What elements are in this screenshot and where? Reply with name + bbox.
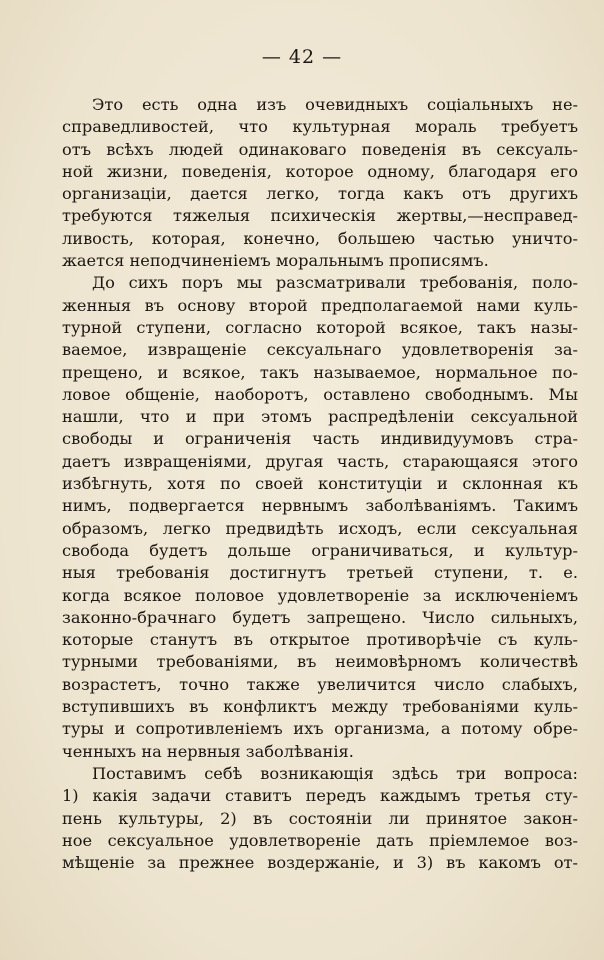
text-line: женныя въ основу второй предполагаемой нами куль- (62, 295, 578, 315)
text-line: законно-брачнаго будетъ запрещено. Число сильныхъ, (62, 607, 578, 627)
text-line: избѣгнуть, хотя по своей конституціи и склонная къ (62, 474, 578, 494)
text-line: ное сексуальное удовлетвореніе дать пріемлемое воз- (62, 830, 578, 850)
text-line: нимъ, подвергается нервнымъ заболѣваніямъ. Такимъ (62, 496, 578, 516)
text-line: вступившихъ въ конфликтъ между требованіями куль- (62, 697, 578, 717)
text-line: возрастетъ, точно также увеличится число слабыхъ, (62, 674, 578, 694)
text-line: прещено, и всякое, такъ называемое, нормальное по- (62, 362, 578, 382)
text-line: ливость, которая, конечно, большею частью уничто- (62, 228, 578, 248)
text-line: жается неподчиненіемъ моральнымъ прописямъ. (62, 251, 489, 271)
body-text (62, 94, 578, 874)
text-line: свободы и ограниченія часть индивидуумовъ стра- (62, 429, 578, 449)
text-line: ваемое, извращеніе сексуальнаго удовлетворенія за- (62, 340, 578, 360)
text-line: которые станутъ въ открытое противорѣчіе съ куль- (62, 630, 578, 650)
text-line: требуются тяжелыя психическія жертвы,—несправед- (62, 206, 578, 226)
text-line: образомъ, легко предвидѣть исходъ, если сексуальная (62, 518, 578, 538)
text-line: ныя требованія достигнутъ третьей ступени, т. е. (62, 563, 578, 583)
text-line: организаціи, дается легко, тогда какъ отъ другихъ (62, 184, 578, 204)
text-line: Это есть одна изъ очевидныхъ соціальныхъ не- (92, 95, 578, 114)
text-line: туры и сопротивленіемъ ихъ организма, а потому обре- (62, 719, 578, 739)
text-line: справедливостей, что культурная мораль требуетъ (62, 117, 578, 137)
text-line: Поставимъ себѣ возникающія здѣсь три вопроса: (92, 763, 578, 783)
text-line: отъ всѣхъ людей одинаковаго поведенія въ сексуаль- (62, 139, 578, 159)
text-line: ловое общеніе, наоборотъ, оставлено свободнымъ. Мы (62, 384, 578, 404)
text-line: До сихъ поръ мы разсматривали требованія, поло- (92, 273, 578, 293)
text-line: когда всякое половое удовлетвореніе за исключеніемъ (62, 585, 578, 605)
text-line: свобода будетъ дольше ограничиваться, и культур- (62, 540, 578, 560)
text-line: ной жизни, поведенія, которое одному, благодаря его (62, 161, 578, 181)
text-line: мѣщеніе за прежнее воздержаніе, и 3) въ какомъ от- (62, 853, 578, 873)
text-line: пень культуры, 2) въ состояніи ли принятое закон- (62, 808, 578, 828)
text-line: 1) какія задачи ставитъ передъ каждымъ третья сту- (62, 786, 578, 806)
text-line: даетъ извращеніями, другая часть, старающаяся этого (62, 451, 578, 471)
page-number: — 42 — (261, 46, 343, 68)
text-line: турной ступени, согласно которой всякое, такъ назы- (62, 317, 578, 337)
text-line: турными требованіями, въ неимовѣрномъ количествѣ (62, 652, 578, 672)
text-line: нашли, что и при этомъ распредѣленіи сексуальной (62, 407, 578, 427)
text-line: ченныхъ на нервныя заболѣванія. (62, 741, 354, 761)
